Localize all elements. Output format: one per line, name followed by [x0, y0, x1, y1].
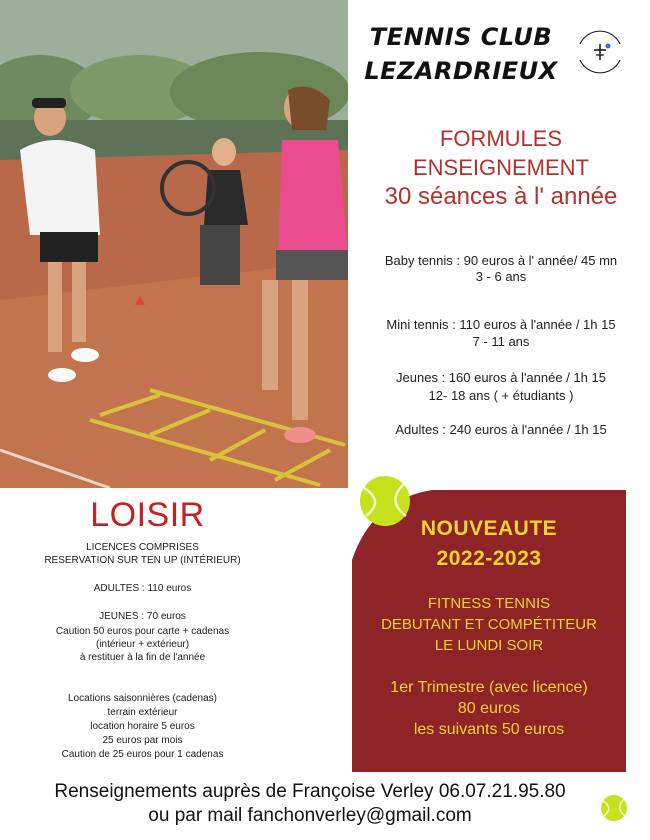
- contact-email-line[interactable]: ou par mail fanchonverley@gmail.com: [148, 805, 472, 826]
- loisir-line: à restituer à la fin de l'année: [79, 652, 206, 663]
- price-jeunes-age: 12- 18 ans ( + étudiants ): [428, 388, 574, 403]
- nouveaute-title-line2: 2022-2023: [436, 547, 542, 570]
- price-adultes: Adultes : 240 euros à l'année / 1h 15: [395, 422, 607, 437]
- nouveaute-line: 80 euros: [457, 700, 521, 717]
- formules-heading: [352, 124, 650, 211]
- loisir-line: Caution 50 euros pour carte + cadenas: [55, 626, 230, 637]
- tennis-training-photo: [0, 0, 348, 488]
- price-baby: Baby tennis : 90 euros à l' année/ 45 mn: [384, 253, 618, 268]
- nouveaute-line: LE LUNDI SOIR: [434, 637, 544, 654]
- price-mini: Mini tennis : 110 euros à l'année / 1h 15: [386, 317, 616, 332]
- loisir-line: Locations saisonnières (cadenas): [68, 693, 217, 704]
- loisir-line: location horaire 5 euros: [90, 721, 195, 732]
- loisir-line: RESERVATION SUR TEN UP (INTÉRIEUR): [44, 555, 241, 566]
- club-title-line1: TENNIS CLUB: [369, 23, 553, 51]
- loisir-line: 25 euros par mois: [102, 735, 183, 746]
- nouveaute-line: FITNESS TENNIS: [427, 595, 551, 612]
- contact-phone-line: Renseignements auprès de Françoise Verley 06.07.21.95.80: [54, 781, 566, 802]
- loisir-title: LOISIR: [90, 496, 205, 534]
- formules-line1: FORMULES: [439, 126, 563, 151]
- contact-footer: [0, 780, 620, 828]
- formules-line2: ENSEIGNEMENT: [412, 155, 590, 180]
- tennis-ball-icon: [358, 474, 412, 528]
- loisir-line: terrain extérieur: [107, 707, 178, 718]
- formules-line3: 30 séances à l' année: [384, 183, 618, 210]
- club-logo-text: [570, 22, 630, 82]
- loisir-line: ADULTES : 110 euros: [93, 583, 192, 594]
- loisir-line: JEUNES : 70 euros: [99, 611, 186, 622]
- nouveaute-title-line1: NOUVEAUTE: [420, 517, 558, 540]
- loisir-line: (intérieur + extérieur): [95, 639, 190, 650]
- price-baby-age: 3 - 6 ans: [475, 269, 527, 284]
- loisir-line: Caution de 25 euros pour 1 cadenas: [61, 749, 224, 760]
- nouveaute-line: DEBUTANT ET COMPÉTITEUR: [381, 616, 597, 633]
- price-mini-age: 7 - 11 ans: [472, 334, 530, 349]
- club-title-line2: LEZARDRIEUX: [364, 57, 558, 85]
- club-title: [356, 20, 566, 88]
- price-jeunes: Jeunes : 160 euros à l'année / 1h 15: [396, 370, 606, 385]
- loisir-line: LICENCES COMPRISES: [86, 542, 199, 553]
- nouveaute-line: les suivants 50 euros: [413, 721, 565, 738]
- nouveaute-line: 1er Trimestre (avec licence): [390, 679, 588, 696]
